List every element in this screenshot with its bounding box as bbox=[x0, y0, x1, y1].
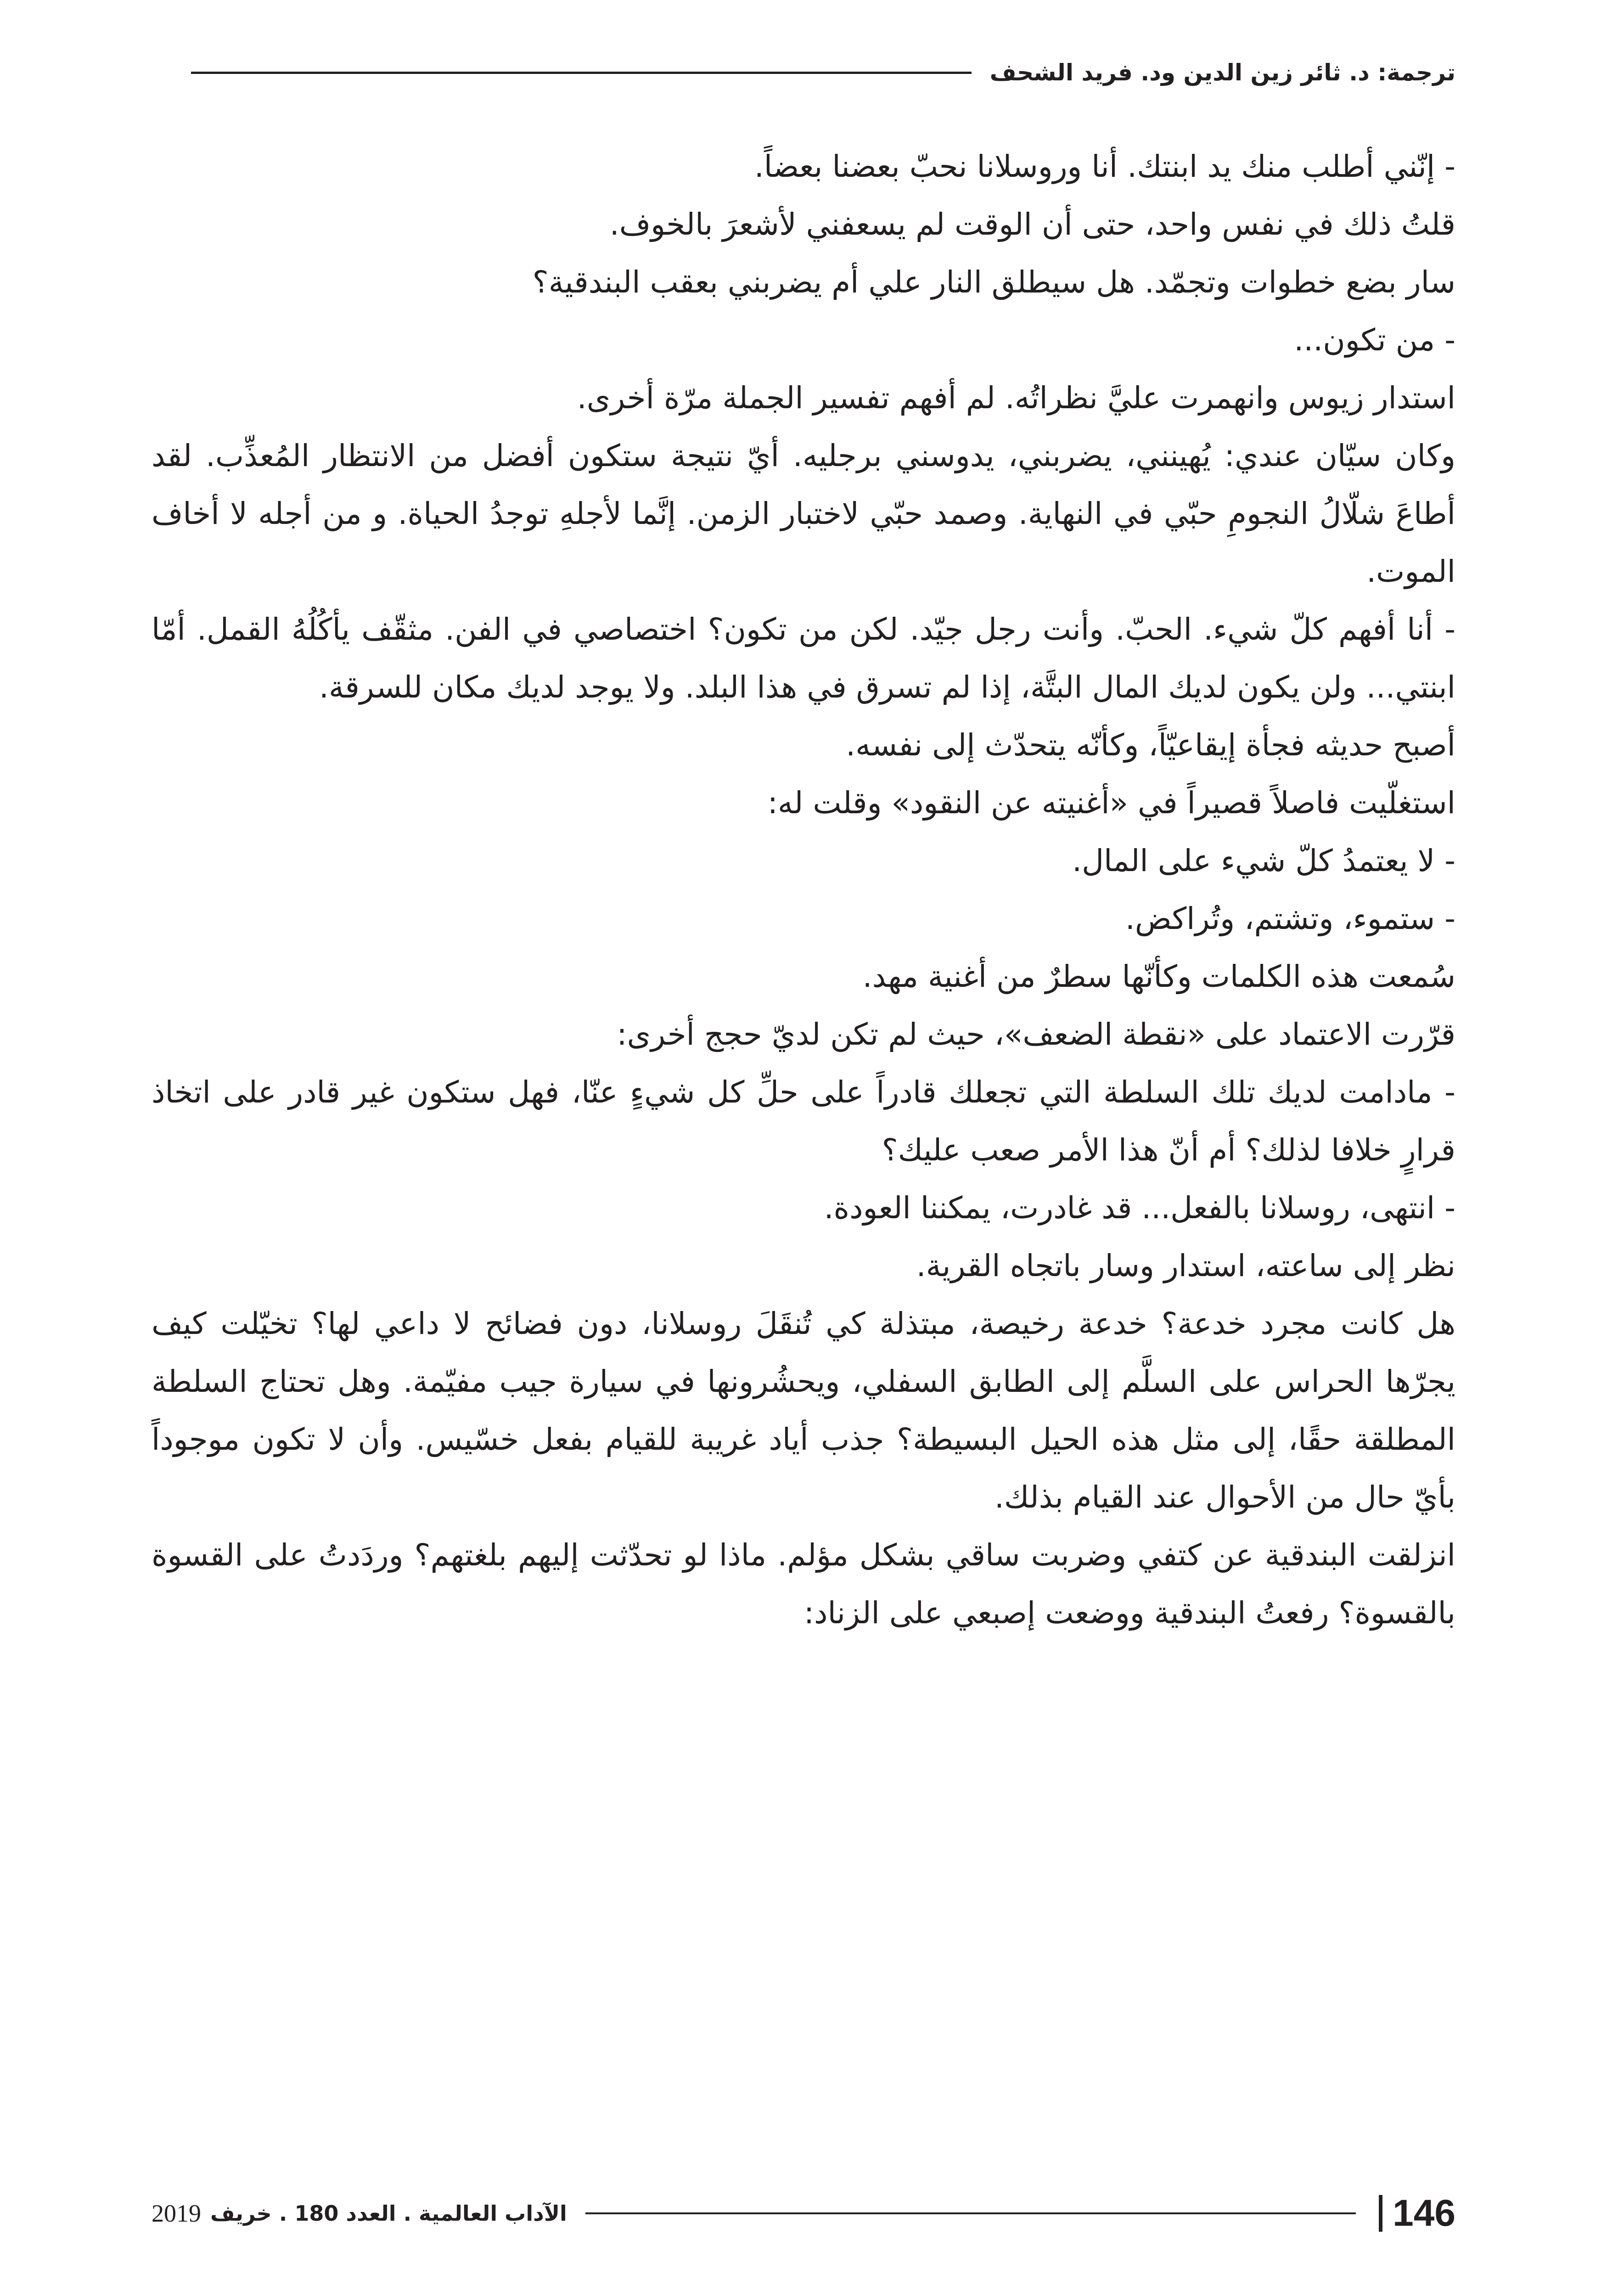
page-number-divider bbox=[1379, 2195, 1382, 2232]
paragraph: انزلقت البندقية عن كتفي وضربت ساقي بشكل مؤلم. ماذا لو تحدّثت إليهم بلغتهم؟ وردَدتُ على القسوة بالقسوة؟ رفعتُ البندقية ووضعت إصبعي على الزناد: bbox=[152, 1537, 1455, 1631]
translators-credit: ترجمة: د. ثائر زين الدين ود. فريد الشحف bbox=[989, 59, 1455, 86]
paragraph: وكان سيّان عندي: يُهينني، يضربني، يدوسني برجليه. أيّ نتيجة ستكون أفضل من الانتظار المُعذِّب. لقد أطاعَ شلّالُ النجومِ حبّي في النهاية. وصمد حبّي لاختبار الزمن. إنَّما لأجلهِ توجدُ الحياة. و من أجله لا أخاف الموت. bbox=[152, 438, 1455, 589]
paragraph: - انتهى، روسلانا بالفعل... قد غادرت، يمكننا العودة. bbox=[824, 1190, 1455, 1226]
paragraph: - إنّني أطلب منك يد ابنتك. أنا وروسلانا نحبّ بعضنا بعضاً. bbox=[754, 149, 1455, 184]
paragraph: - مادامت لديك تلك السلطة التي تجعلك قادراً على حلِّ كل شيءٍ عنّا، فهل ستكون غير قادر على اتخاذ قرارٍ خلافا لذلك؟ أم أنّ هذا الأمر صعب عليك؟ bbox=[152, 1075, 1455, 1168]
page-number: 146 bbox=[1393, 2192, 1455, 2234]
paragraph: استدار زيوس وانهمرت عليَّ نظراتُه. لم أفهم تفسير الجملة مرّة أخرى. bbox=[577, 380, 1455, 416]
paragraph: - ستموء، وتشتم، وتُراكض. bbox=[1125, 901, 1455, 936]
paragraph: سُمعت هذه الكلمات وكأنّها سطرٌ من أغنية مهد. bbox=[862, 959, 1455, 994]
paragraph: هل كانت مجرد خدعة؟ خدعة رخيصة، مبتذلة كي تُنقَلَ روسلانا، دون فضائح لا داعي لها؟ تخيّلت كيف يجرّها الحراس على السلَّم إلى الطابق السفلي، ويحشُرونها في سيارة جيب مفيّمة. وهل تحتاج السلطة المطلقة حقًا، إلى مثل هذه الحيل البسيطة؟ جذب أياد غريبة للقيام بفعل خسّيس. وأن لا تكون موجوداً بأيّ حال من الأحوال عند القيام بذلك. bbox=[152, 1306, 1455, 1515]
journal-issue: الآداب العالمية . العدد 180 . خريف bbox=[210, 2201, 567, 2226]
body-text bbox=[152, 138, 1455, 1642]
paragraph: - من تكون... bbox=[1294, 322, 1455, 358]
paragraph: أصبح حديثه فجأة إيقاعيّاً، وكأنّه يتحدّث إلى نفسه. bbox=[846, 727, 1455, 763]
paragraph: استغلّيت فاصلاً قصيراً في «أغنيته عن النقود» وقلت له: bbox=[767, 785, 1455, 821]
running-footer bbox=[152, 2190, 1455, 2236]
paragraph: قرّرت الاعتماد على «نقطة الضعف»، حيث لم تكن لديّ حجج أخرى: bbox=[617, 1017, 1455, 1052]
header-rule bbox=[191, 72, 972, 74]
footer-rule bbox=[585, 2212, 1356, 2214]
paragraph: - أنا أفهم كلّ شيء. الحبّ. وأنت رجل جيّد. لكن من تكون؟ اختصاصي في الفن. مثقّف يأكُلُهُ القمل. أمّا ابنتي... ولن يكون لديك المال البتَّة، إذا لم تسرق في هذا البلد. ولا يوجد لديك مكان للسرقة. bbox=[152, 612, 1455, 705]
issue-year: 2019 bbox=[152, 2200, 201, 2227]
running-header bbox=[152, 54, 1455, 91]
paragraph: - لا يعتمدُ كلّ شيء على المال. bbox=[1072, 843, 1455, 878]
paragraph: نظر إلى ساعته، استدار وسار باتجاه القرية. bbox=[916, 1248, 1455, 1283]
paragraph: سار بضع خطوات وتجمّد. هل سيطلق النار علي أم يضربني بعقب البندقية؟ bbox=[532, 264, 1455, 300]
paragraph: قلتُ ذلك في نفس واحد، حتى أن الوقت لم يسعفني لأشعرَ بالخوف. bbox=[609, 207, 1455, 242]
